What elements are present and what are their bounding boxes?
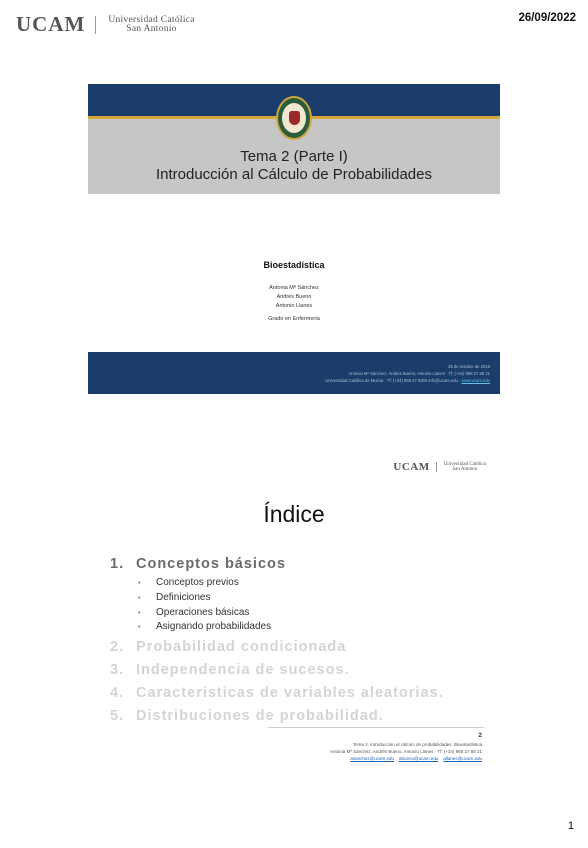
footer-institution-text: Universidad Católica de Murcia · Tf: (+34) 968 27 8800 info@ucam.edu · (325, 378, 461, 383)
degree-name: Grado en Enfermería (268, 316, 320, 322)
brand-wordmark: UCAM (16, 12, 86, 36)
footer-divider (268, 727, 484, 728)
author-1: Antonia Mª Sánchez (269, 285, 319, 291)
slide-university-name (444, 462, 486, 472)
slide-university-line-1: Universidad Católica (443, 462, 486, 467)
index-item-label: Conceptos básicos (136, 556, 286, 572)
university-name (108, 16, 194, 34)
subitem (138, 607, 249, 618)
footer-institution (325, 378, 490, 383)
slide-title (88, 84, 500, 394)
index-item-number: 5. (110, 708, 125, 724)
slide-index (88, 455, 500, 767)
slide-logo-divider (436, 462, 437, 472)
ucam-logo (16, 12, 195, 37)
print-date: 26/09/2022 (518, 12, 576, 24)
index-item-number: 4. (110, 685, 125, 701)
university-line-1: Universidad Católica (108, 14, 195, 25)
bullet-icon: • (138, 580, 141, 587)
slide-title-line-1: Tema 2 (Parte I) (240, 148, 348, 165)
slide-title-line-2: Introducción al Cálculo de Probabilidades (155, 166, 432, 183)
slide-footer-topic: Tema 2. Introducción al cálculo de probabilidades. Bioestadística (352, 742, 482, 747)
index-item-2 (110, 639, 346, 655)
email-link[interactable]: allanes@ucam.edu (443, 756, 482, 761)
author-3: Antonio Llanes (275, 303, 313, 309)
subitem-label: Conceptos previos (156, 577, 239, 588)
index-item-number: 2. (110, 639, 125, 655)
index-item-5 (110, 708, 384, 724)
university-seal-icon (276, 96, 312, 140)
bullet-icon: • (138, 610, 141, 617)
university-line-2: San Antonio (126, 23, 177, 34)
course-name: Bioestadística (263, 260, 325, 270)
slide-footer-authors: Antonia Mª Sánchez, Andrés Bueno, Antonio Llanes · Tf: (+34) 968 27 88 21 (329, 749, 482, 754)
subitem (138, 592, 210, 603)
logo-divider (95, 16, 96, 34)
footer-authors: Antonia Mª Sánchez, Andrés Bueno, Antonio Llanes · Tf: (+34) 968 27 88 21 (348, 371, 490, 376)
slide-footer-emails (350, 756, 482, 761)
subitem-label: Asignando probabilidades (156, 621, 272, 632)
slide-university-line-2: San Antonio (452, 467, 478, 472)
index-item-4 (110, 685, 444, 701)
index-item-label: Distribuciones de probabilidad. (136, 708, 384, 724)
page-number: 1 (567, 820, 574, 832)
index-item-label: Probabilidad condicionada (136, 639, 347, 655)
index-title: Índice (263, 501, 325, 527)
index-item-3 (110, 662, 350, 678)
subitem-label: Definiciones (156, 592, 211, 603)
author-2: Andrés Bueno (276, 294, 312, 300)
slide-ucam-logo (393, 461, 486, 473)
subitem (138, 577, 239, 588)
email-link[interactable]: asanchez@ucam.edu (350, 756, 395, 761)
index-item-label: Características de variables aleatorias. (136, 685, 444, 701)
subitem-label: Operaciones básicas (156, 607, 250, 618)
slide-page-number: 2 (478, 732, 482, 739)
bullet-icon: • (138, 595, 141, 602)
index-item-1 (110, 556, 286, 572)
footer-date: 29 de octubre de 2016 (448, 364, 490, 369)
slide-footer-band (88, 352, 500, 394)
index-item-label: Independencia de sucesos. (136, 662, 350, 678)
index-item-number: 3. (110, 662, 125, 678)
subitem (138, 621, 271, 632)
slide-brand-wordmark: UCAM (393, 461, 430, 473)
bullet-icon: • (138, 624, 141, 631)
index-item-number: 1. (110, 556, 125, 572)
footer-website-link[interactable]: www.ucam.edu (461, 378, 490, 383)
email-link[interactable]: abueno@ucam.edu (399, 756, 439, 761)
